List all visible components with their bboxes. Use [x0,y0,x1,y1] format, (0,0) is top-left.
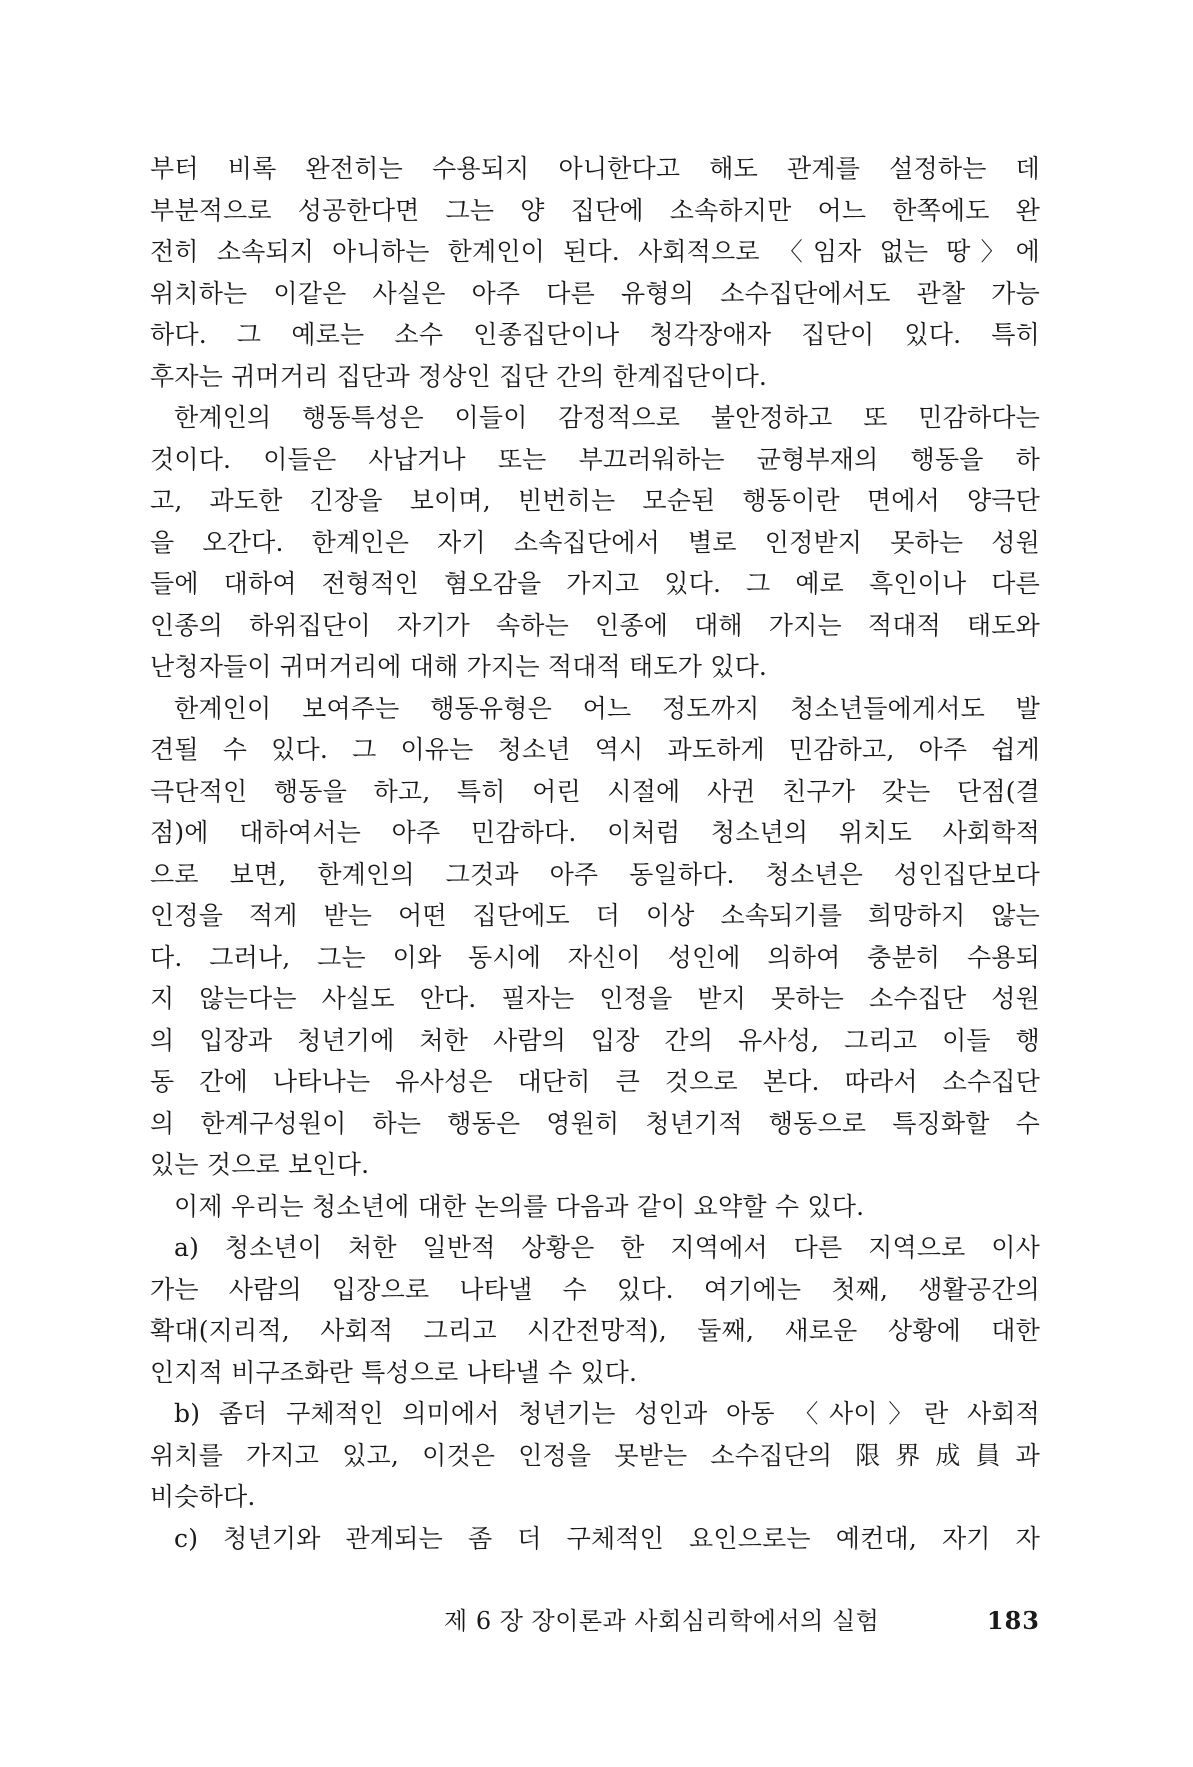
text-line: 위치를 가지고 있고, 이것은 인정을 못받는 소수집단의 限界成員과 [150,1440,1040,1470]
text-line: 인종의 하위집단이 자기가 속하는 인종에 대해 가지는 적대적 태도와 [150,610,1040,640]
text-line: 을 오간다. 한계인은 자기 소속집단에서 별로 인정받지 못하는 성원 [150,527,1040,557]
text-line: 으로 보면, 한계인의 그것과 아주 동일하다. 청소년은 성인집단보다 [150,859,1040,889]
text-line: 확대(지리적, 사회적 그리고 시간전망적), 둘째, 새로운 상황에 대한 [150,1316,1040,1345]
text-line: 점)에 대하여서는 아주 민감하다. 이처럼 청소년의 위치도 사회학적 [150,818,1040,847]
text-line: 다. 그러나, 그는 이와 동시에 자신이 성인에 의하여 충분히 수용되 [150,942,1040,972]
summary-item-a [150,1227,1040,1393]
text-line: 의 입장과 청년기에 처한 사람의 입장 간의 유사성, 그리고 이들 행 [150,1025,1040,1055]
text-line: 있는 것으로 보인다. [150,1150,370,1179]
text-line: 전히 소속되지 아니하는 한계인이 된다. 사회적으로 〈임자 없는 땅〉에 [150,237,1040,266]
text-line: 위치하는 이같은 사실은 아주 다른 유형의 소수집단에서도 관찰 가능 [150,278,1040,308]
text-line: 의 한계구성원이 하는 행동은 영원히 청년기적 행동으로 특징화할 수 [150,1108,1040,1138]
text-line: 것이다. 이들은 사납거나 또는 부끄러워하는 균형부재의 행동을 하 [150,444,1040,474]
body-text [150,148,1040,1559]
text-line: 동 간에 나타나는 유사성은 대단히 큰 것으로 본다. 따라서 소수집단 [150,1067,1040,1096]
text-line: 지 않는다는 사실도 안다. 필자는 인정을 받지 못하는 소수집단 성원 [150,984,1040,1013]
text-line: 한계인의 행동특성은 이들이 감정적으로 불안정하고 또 민감하다는 [174,403,1040,432]
text-line: a) 청소년이 처한 일반적 상황은 한 지역에서 다른 지역으로 이사 [174,1233,1040,1262]
text-line: 고, 과도한 긴장을 보이며, 빈번히는 모순된 행동이란 면에서 양극단 [150,486,1040,515]
text-line: 인정을 적게 받는 어떤 집단에도 더 이상 소속되기를 희망하지 않는 [150,901,1040,930]
text-line: 부터 비록 완전히는 수용되지 아니한다고 해도 관계를 설정하는 데 [150,154,1040,183]
text-line: 이제 우리는 청소년에 대한 논의를 다음과 같이 요약할 수 있다. [174,1191,865,1221]
page-footer [444,1601,1040,1641]
text-line: 후자는 귀머거리 집단과 정상인 집단 간의 한계집단이다. [150,361,768,391]
summary-item-b [150,1393,1040,1518]
summary-item-c [150,1518,1040,1560]
text-line: 견될 수 있다. 그 이유는 청소년 역시 과도하게 민감하고, 아주 쉽게 [150,735,1040,764]
running-chapter-title: 제 6 장 장이론과 사회심리학에서의 실험 [444,1607,880,1635]
text-line: 난청자들이 귀머거리에 대해 가지는 적대적 태도가 있다. [150,652,768,681]
text-line: 극단적인 행동을 하고, 특히 어린 시절에 사귄 친구가 갖는 단점(결 [150,776,1040,806]
paragraph-2 [150,397,1040,688]
text-line: b) 좀더 구체적인 의미에서 청년기는 성인과 아동 〈사이〉란 사회적 [174,1399,1040,1428]
text-line: 하다. 그 예로는 소수 인종집단이나 청각장애자 집단이 있다. 특히 [150,320,1040,349]
paragraph-3 [150,688,1040,1186]
text-line: 한계인이 보여주는 행동유형은 어느 정도까지 청소년들에게서도 발 [174,693,1040,723]
page-number: 183 [986,1606,1040,1635]
text-line: 들에 대하여 전형적인 혐오감을 가지고 있다. 그 예로 흑인이나 다른 [150,569,1040,598]
text-line: 인지적 비구조화란 특성으로 나타낼 수 있다. [150,1357,638,1387]
text-line: 부분적으로 성공한다면 그는 양 집단에 소속하지만 어느 한쪽에도 완 [150,195,1040,225]
text-line: c) 청년기와 관계되는 좀 더 구체적인 요인으로는 예컨대, 자기 자 [174,1523,1040,1553]
text-line: 가는 사람의 입장으로 나타낼 수 있다. 여기에는 첫째, 생활공간의 [150,1274,1040,1304]
text-line: 비슷하다. [150,1482,256,1511]
paragraph-1 [150,148,1040,397]
paragraph-4 [150,1186,1040,1228]
